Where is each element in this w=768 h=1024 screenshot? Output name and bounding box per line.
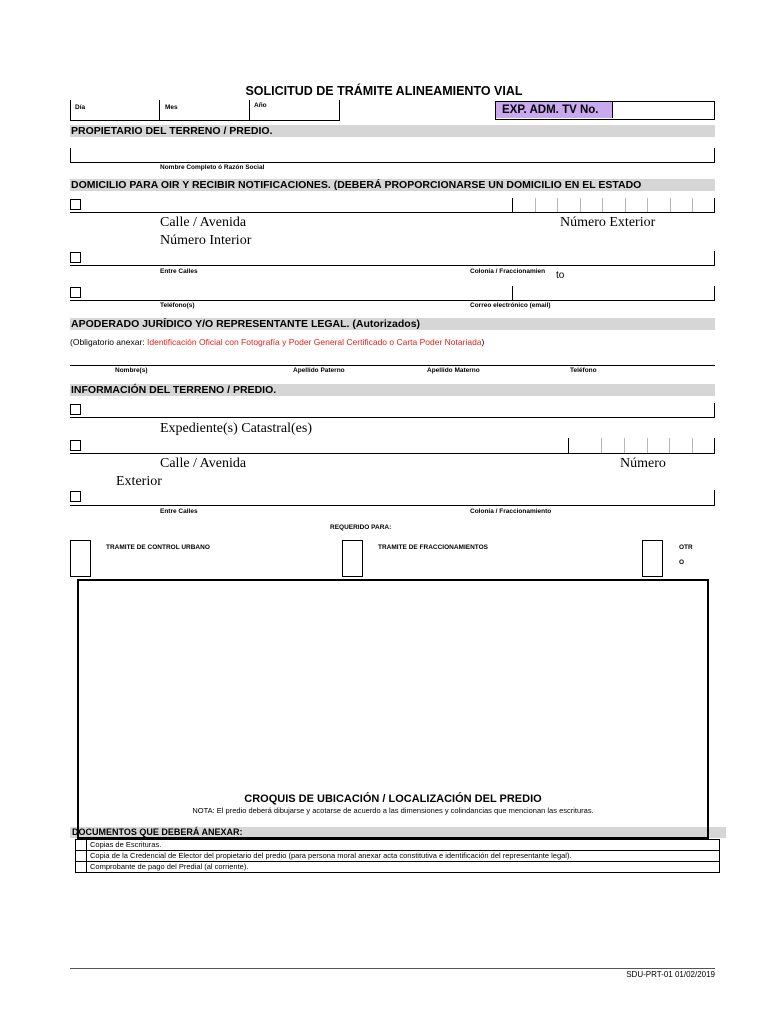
land-street-label: Calle / Avenida [160, 456, 247, 471]
document-row [76, 840, 720, 851]
address-street-checkbox[interactable] [70, 199, 81, 210]
attorney-note [70, 337, 484, 347]
between-streets-caption: Entre Calles [160, 268, 198, 275]
document-item: Comprobante de pago del Predial (al corriente). [87, 862, 720, 873]
land-exterior-label: Exterior [116, 474, 162, 489]
document-row [76, 851, 720, 862]
field-tick [568, 438, 569, 453]
documents-table [75, 839, 720, 873]
number-cell-divider [625, 198, 626, 212]
land-between-checkbox[interactable] [70, 491, 81, 502]
address-street-label: Calle / Avenida [160, 215, 247, 230]
number-cell-divider [535, 198, 536, 212]
required-for-label: REQUERIDO PARA: [330, 524, 392, 531]
section-address: DOMICILIO PARA OIR Y RECIBIR NOTIFICACIONES. (DEBERÁ PROPORCIONARSE UN DOMICILIO EN EL ESTADO [70, 179, 715, 191]
attorney-name-caption: Nombre(s) [115, 367, 148, 374]
document-checkbox[interactable] [76, 862, 87, 873]
date-divider [249, 100, 250, 121]
field-tick [512, 198, 513, 212]
field-tick [512, 286, 513, 300]
attorney-note-suffix: ) [481, 337, 485, 347]
number-cell-divider [580, 198, 581, 212]
section-land: INFORMACIÓN DEL TERRENO / PREDIO. [70, 384, 715, 396]
footer-line [70, 968, 715, 969]
exp-field[interactable] [495, 101, 715, 120]
address-between-field[interactable] [70, 265, 715, 266]
phone-caption: Teléfono(s) [160, 302, 195, 309]
document-row [76, 862, 720, 873]
number-cell-divider [647, 438, 648, 453]
neighborhood-caption: Colonia / Fraccionamien [470, 268, 546, 275]
address-phone-checkbox[interactable] [70, 287, 81, 298]
other-label-1: OTR [679, 544, 693, 551]
year-label: Año [254, 102, 267, 109]
number-cell-divider [669, 438, 670, 453]
attorney-paternal-caption: Apellido Paterno [293, 367, 345, 374]
attorney-field[interactable] [70, 365, 715, 366]
form-title: SOLICITUD DE TRÁMITE ALINEAMIENTO VIAL [245, 84, 523, 98]
footer-code: SDU-PRT-01 01/02/2019 [626, 970, 715, 979]
document-checkbox[interactable] [76, 840, 87, 851]
number-cell-divider [601, 438, 602, 453]
land-street-field[interactable] [70, 453, 715, 454]
section-attorney: APODERADO JURÍDICO Y/O REPRESENTANTE LEGAL. (Autorizados) [70, 318, 715, 330]
exp-label: EXP. ADM. TV No. [496, 102, 613, 118]
date-divider [70, 100, 71, 121]
field-tick [70, 148, 71, 162]
address-ext-number-label: Número Exterior [560, 215, 656, 230]
number-cell-divider [557, 198, 558, 212]
urban-control-label: TRAMITE DE CONTROL URBANO [106, 544, 210, 551]
address-street-field[interactable] [70, 212, 715, 213]
date-divider [159, 100, 160, 121]
document-checkbox[interactable] [76, 851, 87, 862]
number-cell-divider [670, 198, 671, 212]
land-number-label: Número [620, 456, 666, 471]
email-caption: Correo electrónico (email) [470, 302, 551, 309]
land-cadastral-checkbox[interactable] [70, 404, 81, 415]
month-label: Mes [165, 104, 178, 111]
date-divider [339, 100, 340, 121]
field-tick [714, 438, 715, 453]
number-cell-divider [692, 198, 693, 212]
number-cell-divider [602, 198, 603, 212]
land-cadastral-field[interactable] [70, 417, 715, 418]
owner-name-field[interactable] [70, 162, 715, 163]
address-between-checkbox[interactable] [70, 252, 81, 263]
land-street-checkbox[interactable] [70, 440, 81, 451]
address-phone-field[interactable] [70, 300, 715, 301]
day-label: Día [75, 104, 86, 111]
sketch-note: NOTA: El predio deberá dibujarse y acotarse de acuerdo a las dimensiones y colindancias que mencionan las escrituras. [192, 806, 594, 815]
subdivision-checkbox[interactable] [342, 540, 363, 577]
land-between-caption: Entre Calles [160, 508, 198, 515]
subdivision-label: TRAMITE DE FRACCIONAMIENTOS [378, 544, 489, 551]
number-cell-divider [647, 198, 648, 212]
urban-control-checkbox[interactable] [70, 540, 91, 577]
attorney-note-required: Identificación Oficial con Fotografía y Poder General Certificado o Carta Poder Notariada [147, 337, 482, 347]
address-int-number-label: Número Interior [160, 233, 252, 248]
number-cell-divider [692, 438, 693, 453]
field-tick [714, 403, 715, 417]
document-item: Copia de la Credencial de Elector del propietario del predio (para persona moral anexar acta constitutiva e identificación del representante legal). [87, 851, 720, 862]
document-item: Copias de Escrituras. [87, 840, 720, 851]
field-tick [714, 148, 715, 162]
land-between-field[interactable] [70, 505, 715, 506]
neighborhood-caption-tail: to [556, 270, 565, 281]
other-label-2: O [679, 559, 685, 566]
sketch-title: CROQUIS DE UBICACIÓN / LOCALIZACIÓN DEL PREDIO [244, 793, 542, 805]
field-tick [714, 490, 715, 505]
number-cell-divider [624, 438, 625, 453]
owner-name-caption: Nombre Completo ó Razón Social [160, 164, 265, 171]
other-checkbox[interactable] [642, 540, 663, 577]
field-tick [714, 251, 715, 265]
documents-header: DOCUMENTOS QUE DEBERÁ ANEXAR: [72, 827, 243, 837]
field-tick [714, 198, 715, 212]
attorney-phone-caption: Teléfono [570, 367, 597, 374]
land-neighborhood-caption: Colonia / Fraccionamiento [470, 508, 552, 515]
attorney-maternal-caption: Apellido Materno [427, 367, 480, 374]
land-cadastral-label: Expediente(s) Catastral(es) [160, 421, 312, 436]
field-tick [714, 286, 715, 300]
attorney-note-prefix: (Obligatorio anexar: [70, 337, 148, 347]
section-owner: PROPIETARIO DEL TERRENO / PREDIO. [70, 125, 715, 137]
date-row-line [70, 120, 340, 121]
